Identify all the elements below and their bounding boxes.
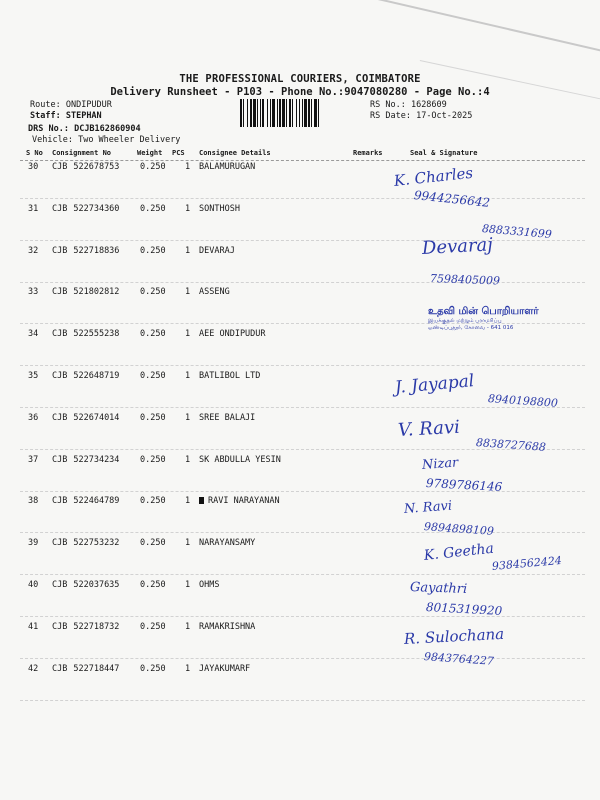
row-weight: 0.250 xyxy=(140,245,166,256)
row-consignee: JAYAKUMARF xyxy=(199,663,251,674)
row-consignment-number: CJB 522555238 xyxy=(52,329,120,340)
row-weight: 0.250 xyxy=(140,287,166,298)
row-sno: 33 xyxy=(28,287,39,298)
row-consignment-number: CJB 522753232 xyxy=(52,538,120,549)
row-sno: 36 xyxy=(28,412,39,423)
row-consignee: NARAYANSAMY xyxy=(199,538,256,549)
row-sno: 41 xyxy=(28,621,39,632)
row-weight: 0.250 xyxy=(140,412,166,423)
row-consignment-number: CJB 522674014 xyxy=(52,412,120,423)
barcode-bar xyxy=(319,99,321,127)
row-consignee: SREE BALAJI xyxy=(199,412,256,423)
signature-phone: 8940198800 xyxy=(487,392,559,410)
paper-fold-line xyxy=(300,0,600,76)
col-pcs: PCS xyxy=(172,149,185,157)
row-divider xyxy=(20,532,585,533)
col-seal-signature: Seal & Signature xyxy=(410,149,478,157)
staff-line: Staff: STEPHAN xyxy=(30,111,102,121)
row-pcs: 1 xyxy=(185,663,191,674)
rs-date-line: RS Date: 17-Oct-2025 xyxy=(370,111,473,121)
signature-phone: 9843764227 xyxy=(423,650,495,668)
col-consignment: Consignment No xyxy=(52,149,112,157)
row-sno: 37 xyxy=(28,454,39,465)
row-divider xyxy=(20,198,585,199)
signature: Devaraj xyxy=(421,234,494,259)
col-weight: Weight xyxy=(137,149,163,157)
row-pcs: 1 xyxy=(185,203,191,214)
signature: R. Sulochana xyxy=(403,624,505,648)
header-divider xyxy=(20,160,585,161)
barcode xyxy=(240,99,366,127)
row-sno: 40 xyxy=(28,580,39,590)
row-pcs: 1 xyxy=(185,496,191,507)
row-consignment-number: CJB 522718447 xyxy=(52,663,120,674)
row-divider xyxy=(20,365,585,366)
row-divider xyxy=(20,240,585,241)
row-divider xyxy=(20,574,585,575)
row-consignment-number: CJB 522718836 xyxy=(52,245,120,256)
row-consignee: SK ABDULLA YESIN xyxy=(199,454,281,465)
row-consignee: SONTHOSH xyxy=(199,203,240,214)
row-pcs: 1 xyxy=(185,162,191,172)
route-line: Route: ONDIPUDUR xyxy=(30,100,112,110)
row-pcs: 1 xyxy=(185,245,191,256)
row-pcs: 1 xyxy=(185,371,191,381)
row-consignment-number: CJB 522718732 xyxy=(52,621,120,632)
row-weight: 0.250 xyxy=(140,621,166,632)
row-weight: 0.250 xyxy=(140,496,166,507)
row-consignee: BATLIBOL LTD xyxy=(199,371,261,381)
signature-phone: 8883331699 xyxy=(481,222,553,242)
row-sno: 35 xyxy=(28,371,39,381)
row-consignee: RAMAKRISHNA xyxy=(199,621,256,632)
row-sno: 39 xyxy=(28,538,39,549)
row-pcs: 1 xyxy=(185,454,191,465)
bullet-mark xyxy=(199,497,204,504)
signature-phone: 7598405009 xyxy=(429,272,501,288)
row-sno: 38 xyxy=(28,496,39,507)
row-sno: 34 xyxy=(28,329,39,340)
signature-phone: 8015319920 xyxy=(425,600,503,618)
signature-phone: 9894898109 xyxy=(423,520,495,538)
row-consignee: BALAMURUGAN xyxy=(199,162,256,172)
row-sno: 42 xyxy=(28,663,39,674)
row-sno: 31 xyxy=(28,203,39,214)
row-divider xyxy=(20,658,585,659)
signature: J. Jayapal xyxy=(394,371,476,398)
row-sno: 32 xyxy=(28,245,39,256)
row-pcs: 1 xyxy=(185,287,191,298)
signature: K. Geetha xyxy=(423,540,495,564)
row-divider xyxy=(20,407,585,408)
row-consignee: ASSENG xyxy=(199,287,230,298)
row-sno: 30 xyxy=(28,162,39,172)
signature-phone: 9789786146 xyxy=(425,476,503,494)
official-seal-stamp: உதவி மின் பொறியாளர் இயக்குதல் மற்றும் பராமரிப்பு ஒண்டிப்புதூர், கோவை - 641 016 xyxy=(428,306,539,331)
row-pcs: 1 xyxy=(185,538,191,549)
row-weight: 0.250 xyxy=(140,538,166,549)
vehicle-line: Vehicle: Two Wheeler Delivery xyxy=(32,135,181,145)
company-title: THE PROFESSIONAL COURIERS, COIMBATORE xyxy=(179,73,421,85)
row-weight: 0.250 xyxy=(140,371,166,381)
row-pcs: 1 xyxy=(185,621,191,632)
row-weight: 0.250 xyxy=(140,162,166,172)
row-pcs: 1 xyxy=(185,329,191,340)
col-consignee: Consignee Details xyxy=(199,149,271,157)
row-weight: 0.250 xyxy=(140,454,166,465)
row-consignee: AEE ONDIPUDUR xyxy=(199,329,266,340)
row-consignment-number: CJB 522464789 xyxy=(52,496,120,507)
row-consignment-number: CJB 522037635 xyxy=(52,580,120,590)
signature: Gayathri xyxy=(409,580,468,597)
row-pcs: 1 xyxy=(185,412,191,423)
runsheet-subtitle: Delivery Runsheet - P103 - Phone No.:9047080280 - Page No.:4 xyxy=(110,86,490,98)
row-weight: 0.250 xyxy=(140,329,166,340)
signature: Nizar xyxy=(421,455,459,473)
row-consignee: OHMS xyxy=(199,580,220,590)
signature-phone: 9944256642 xyxy=(413,188,491,210)
col-remarks: Remarks xyxy=(353,149,383,157)
signature-phone: 8838727688 xyxy=(475,436,547,454)
col-sno: S No xyxy=(26,149,43,157)
signature-phone: 9384562424 xyxy=(491,553,563,573)
row-consignment-number: CJB 522734234 xyxy=(52,454,120,465)
row-pcs: 1 xyxy=(185,580,191,590)
row-weight: 0.250 xyxy=(140,663,166,674)
row-consignee: RAVI NARAYANAN xyxy=(199,496,280,506)
row-divider xyxy=(20,700,585,701)
row-consignment-number: CJB 522678753 xyxy=(52,162,120,172)
row-consignment-number: CJB 522648719 xyxy=(52,371,120,381)
row-divider xyxy=(20,282,585,283)
signature: K. Charles xyxy=(393,163,474,190)
signature: V. Ravi xyxy=(397,416,461,441)
row-consignee: DEVARAJ xyxy=(199,245,235,256)
row-weight: 0.250 xyxy=(140,203,166,214)
signature: N. Ravi xyxy=(403,498,453,517)
row-weight: 0.250 xyxy=(140,580,166,590)
row-consignment-number: CJB 521802812 xyxy=(52,287,120,298)
drs-line: DRS No.: DCJB162860904 xyxy=(28,124,141,134)
rs-number-line: RS No.: 1628609 xyxy=(370,100,447,110)
row-consignment-number: CJB 522734360 xyxy=(52,203,120,214)
